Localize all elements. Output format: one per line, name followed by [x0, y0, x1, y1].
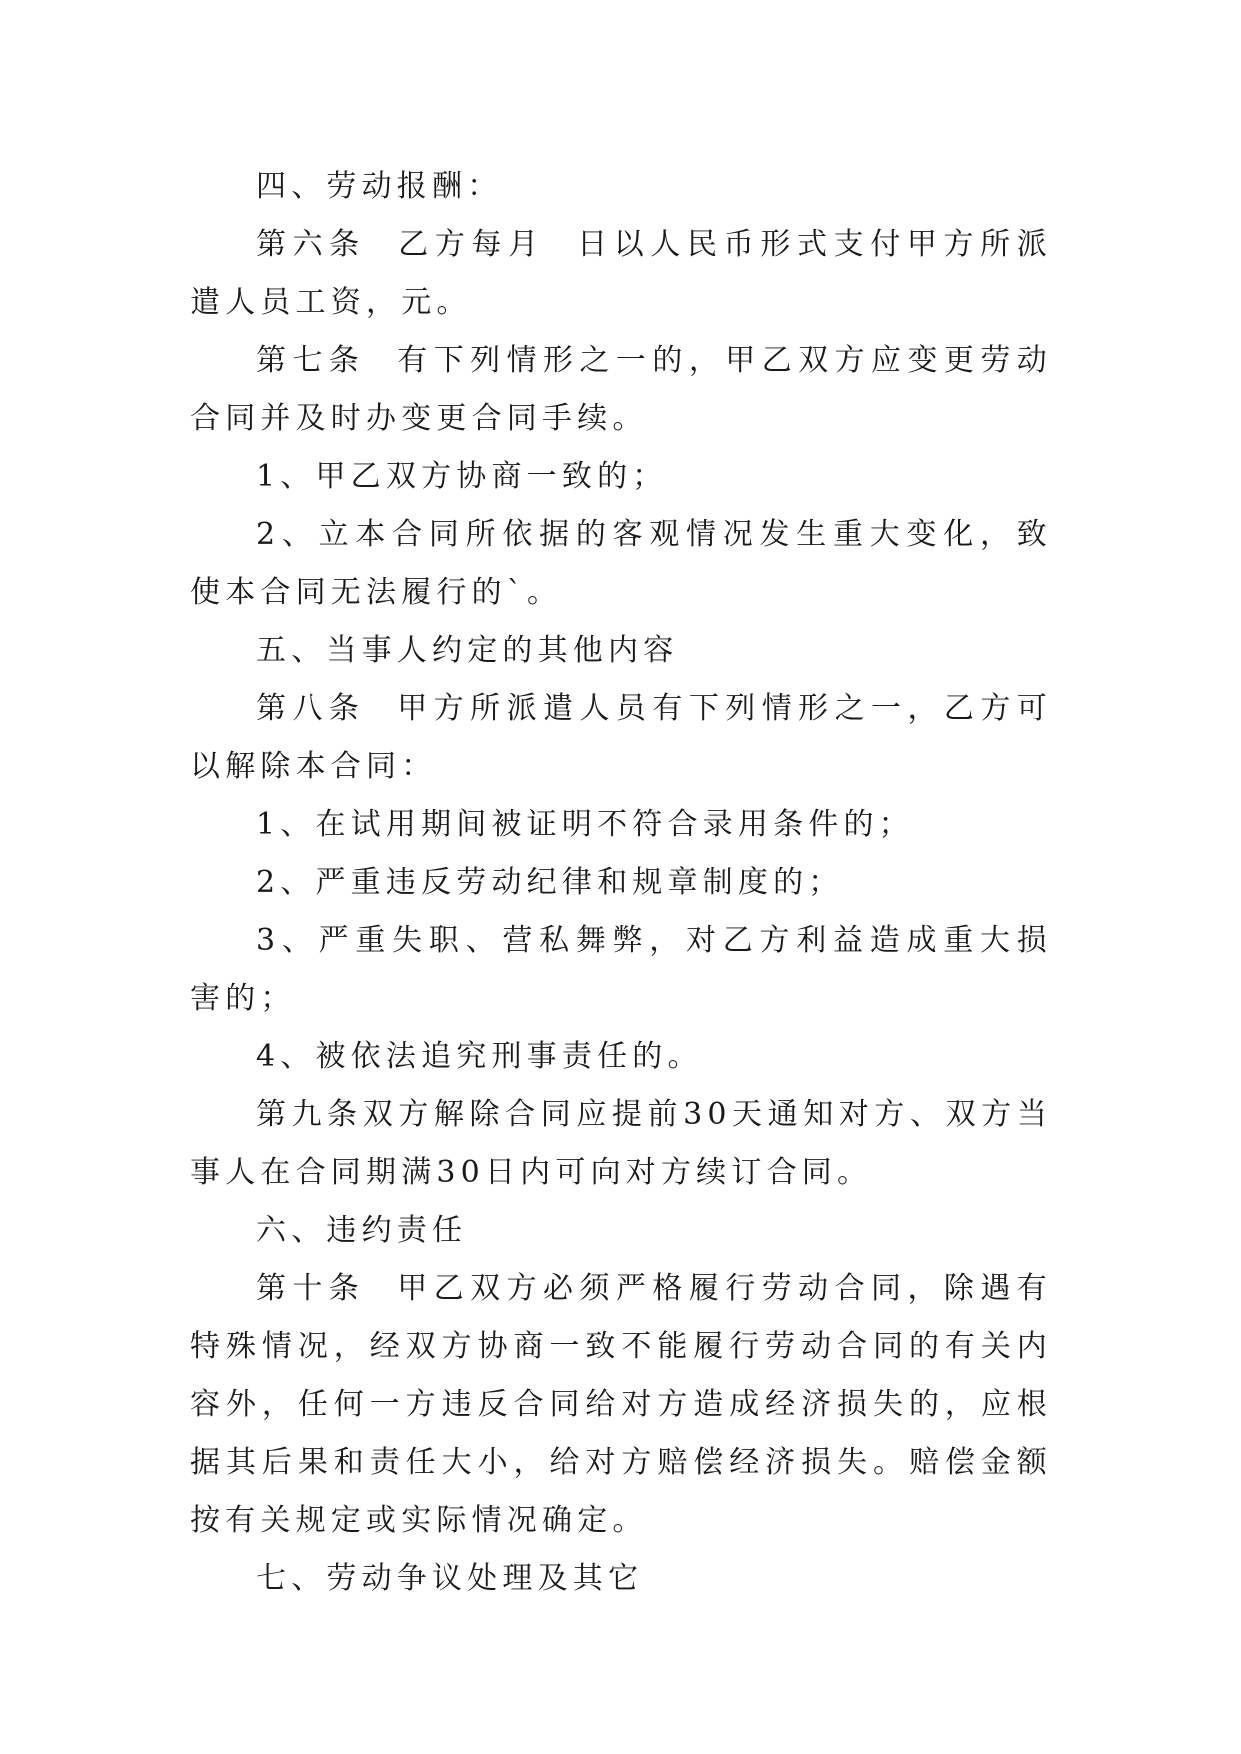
article-9: 第九条双方解除合同应提前30天通知对方、双方当事人在合同期满30日内可向对方续订合同。	[190, 1097, 1052, 1190]
article-7-item-1: 1、甲乙双方协商一致的；	[256, 459, 668, 494]
article-8-item-4: 4、被依法追究刑事责任的。	[256, 1039, 703, 1074]
section-heading-liability: 六、违约责任	[256, 1213, 468, 1248]
section-heading-disputes: 七、劳动争议处理及其它	[256, 1561, 644, 1596]
article-7-item-2: 2、立本合同所依据的客观情况发生重大变化，致使本合同无法履行的`。	[190, 517, 1052, 610]
section-heading-remuneration: 四、劳动报酬：	[256, 169, 503, 204]
article-10: 第十条 甲乙双方必须严格履行劳动合同，除遇有特殊情况，经双方协商一致不能履行劳动合同的有关内容外，任何一方违反合同给对方造成经济损失的，应根据其后果和责任大小，给对方赔偿经济损失。赔偿金额按有关规定或实际情况确定。	[190, 1271, 1052, 1538]
article-7: 第七条 有下列情形之一的，甲乙双方应变更劳动合同并及时办变更合同手续。	[190, 343, 1052, 436]
article-8-item-1: 1、在试用期间被证明不符合录用条件的；	[256, 807, 914, 842]
section-heading-other-terms: 五、当事人约定的其他内容	[256, 633, 679, 668]
document-body	[190, 158, 1052, 1608]
article-8-item-3: 3、严重失职、营私舞弊，对乙方利益造成重大损害的；	[190, 923, 1052, 1016]
article-6: 第六条 乙方每月 日以人民币形式支付甲方所派遣人员工资，元。	[190, 227, 1052, 320]
article-8: 第八条 甲方所派遣人员有下列情形之一，乙方可以解除本合同：	[190, 691, 1052, 784]
article-8-item-2: 2、严重违反劳动纪律和规章制度的；	[256, 865, 844, 900]
